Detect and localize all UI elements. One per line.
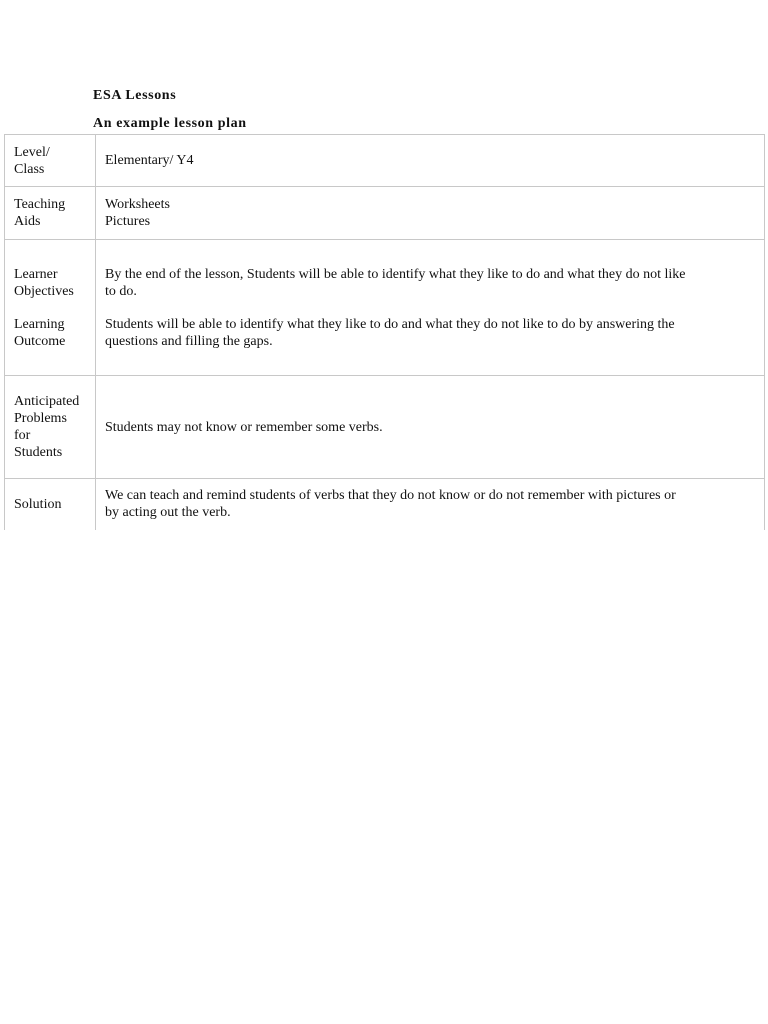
document-title: ESA Lessons bbox=[93, 88, 177, 103]
row-value: Worksheets bbox=[105, 197, 170, 212]
row-value: by acting out the verb. bbox=[105, 505, 231, 521]
row-value: By the end of the lesson, Students will be able to identify what they like to do and what they do not like bbox=[105, 266, 686, 282]
table-row-objectives-outcome bbox=[5, 240, 765, 376]
row-label: Anticipated bbox=[14, 394, 80, 409]
row-value-cell bbox=[96, 240, 765, 376]
row-value-cell bbox=[96, 376, 765, 479]
row-value: questions and filling the gaps. bbox=[105, 333, 273, 349]
table-row-anticipated-problems bbox=[5, 376, 765, 479]
row-label: Solution bbox=[14, 496, 62, 512]
row-value: Elementary/ Y4 bbox=[105, 153, 194, 168]
row-label: for bbox=[14, 428, 31, 443]
spacer bbox=[105, 300, 756, 316]
row-label-cell bbox=[5, 135, 96, 187]
table-row-teaching-aids bbox=[5, 187, 765, 240]
row-label: Students bbox=[14, 445, 63, 460]
learner-objectives-text bbox=[105, 266, 756, 300]
row-value-cell bbox=[96, 187, 765, 240]
row-value: Students may not know or remember some verbs. bbox=[105, 419, 383, 435]
row-label-cell bbox=[5, 479, 96, 530]
row-value: Pictures bbox=[105, 214, 151, 229]
row-label-cell bbox=[5, 376, 96, 479]
row-value: We can teach and remind students of verbs that they do not know or do not remember with pictures or bbox=[105, 488, 676, 504]
row-label: Class bbox=[14, 161, 45, 177]
row-label: Objectives bbox=[14, 283, 74, 299]
row-value: Students will be able to identify what they like to do and what they do not like to do by answering the bbox=[105, 316, 675, 332]
row-value-cell bbox=[96, 479, 765, 530]
table-row-level-class bbox=[5, 135, 765, 187]
learner-objectives-label bbox=[14, 266, 93, 300]
table-row-solution bbox=[5, 479, 765, 530]
document-subtitle: An example lesson plan bbox=[93, 116, 247, 131]
spacer bbox=[14, 300, 93, 316]
row-label: Outcome bbox=[14, 333, 66, 349]
lesson-plan-table bbox=[4, 134, 765, 530]
row-label: Level/ bbox=[14, 144, 50, 160]
row-label: Learning bbox=[14, 316, 65, 332]
row-label-cell bbox=[5, 240, 96, 376]
row-value: to do. bbox=[105, 283, 137, 299]
learning-outcome-text bbox=[105, 316, 756, 350]
row-label: Teaching bbox=[14, 197, 66, 212]
row-value-cell bbox=[96, 135, 765, 187]
learning-outcome-label bbox=[14, 316, 93, 350]
row-label: Aids bbox=[14, 214, 41, 229]
row-label-cell bbox=[5, 187, 96, 240]
row-label: Problems bbox=[14, 411, 67, 426]
row-label: Learner bbox=[14, 266, 58, 282]
